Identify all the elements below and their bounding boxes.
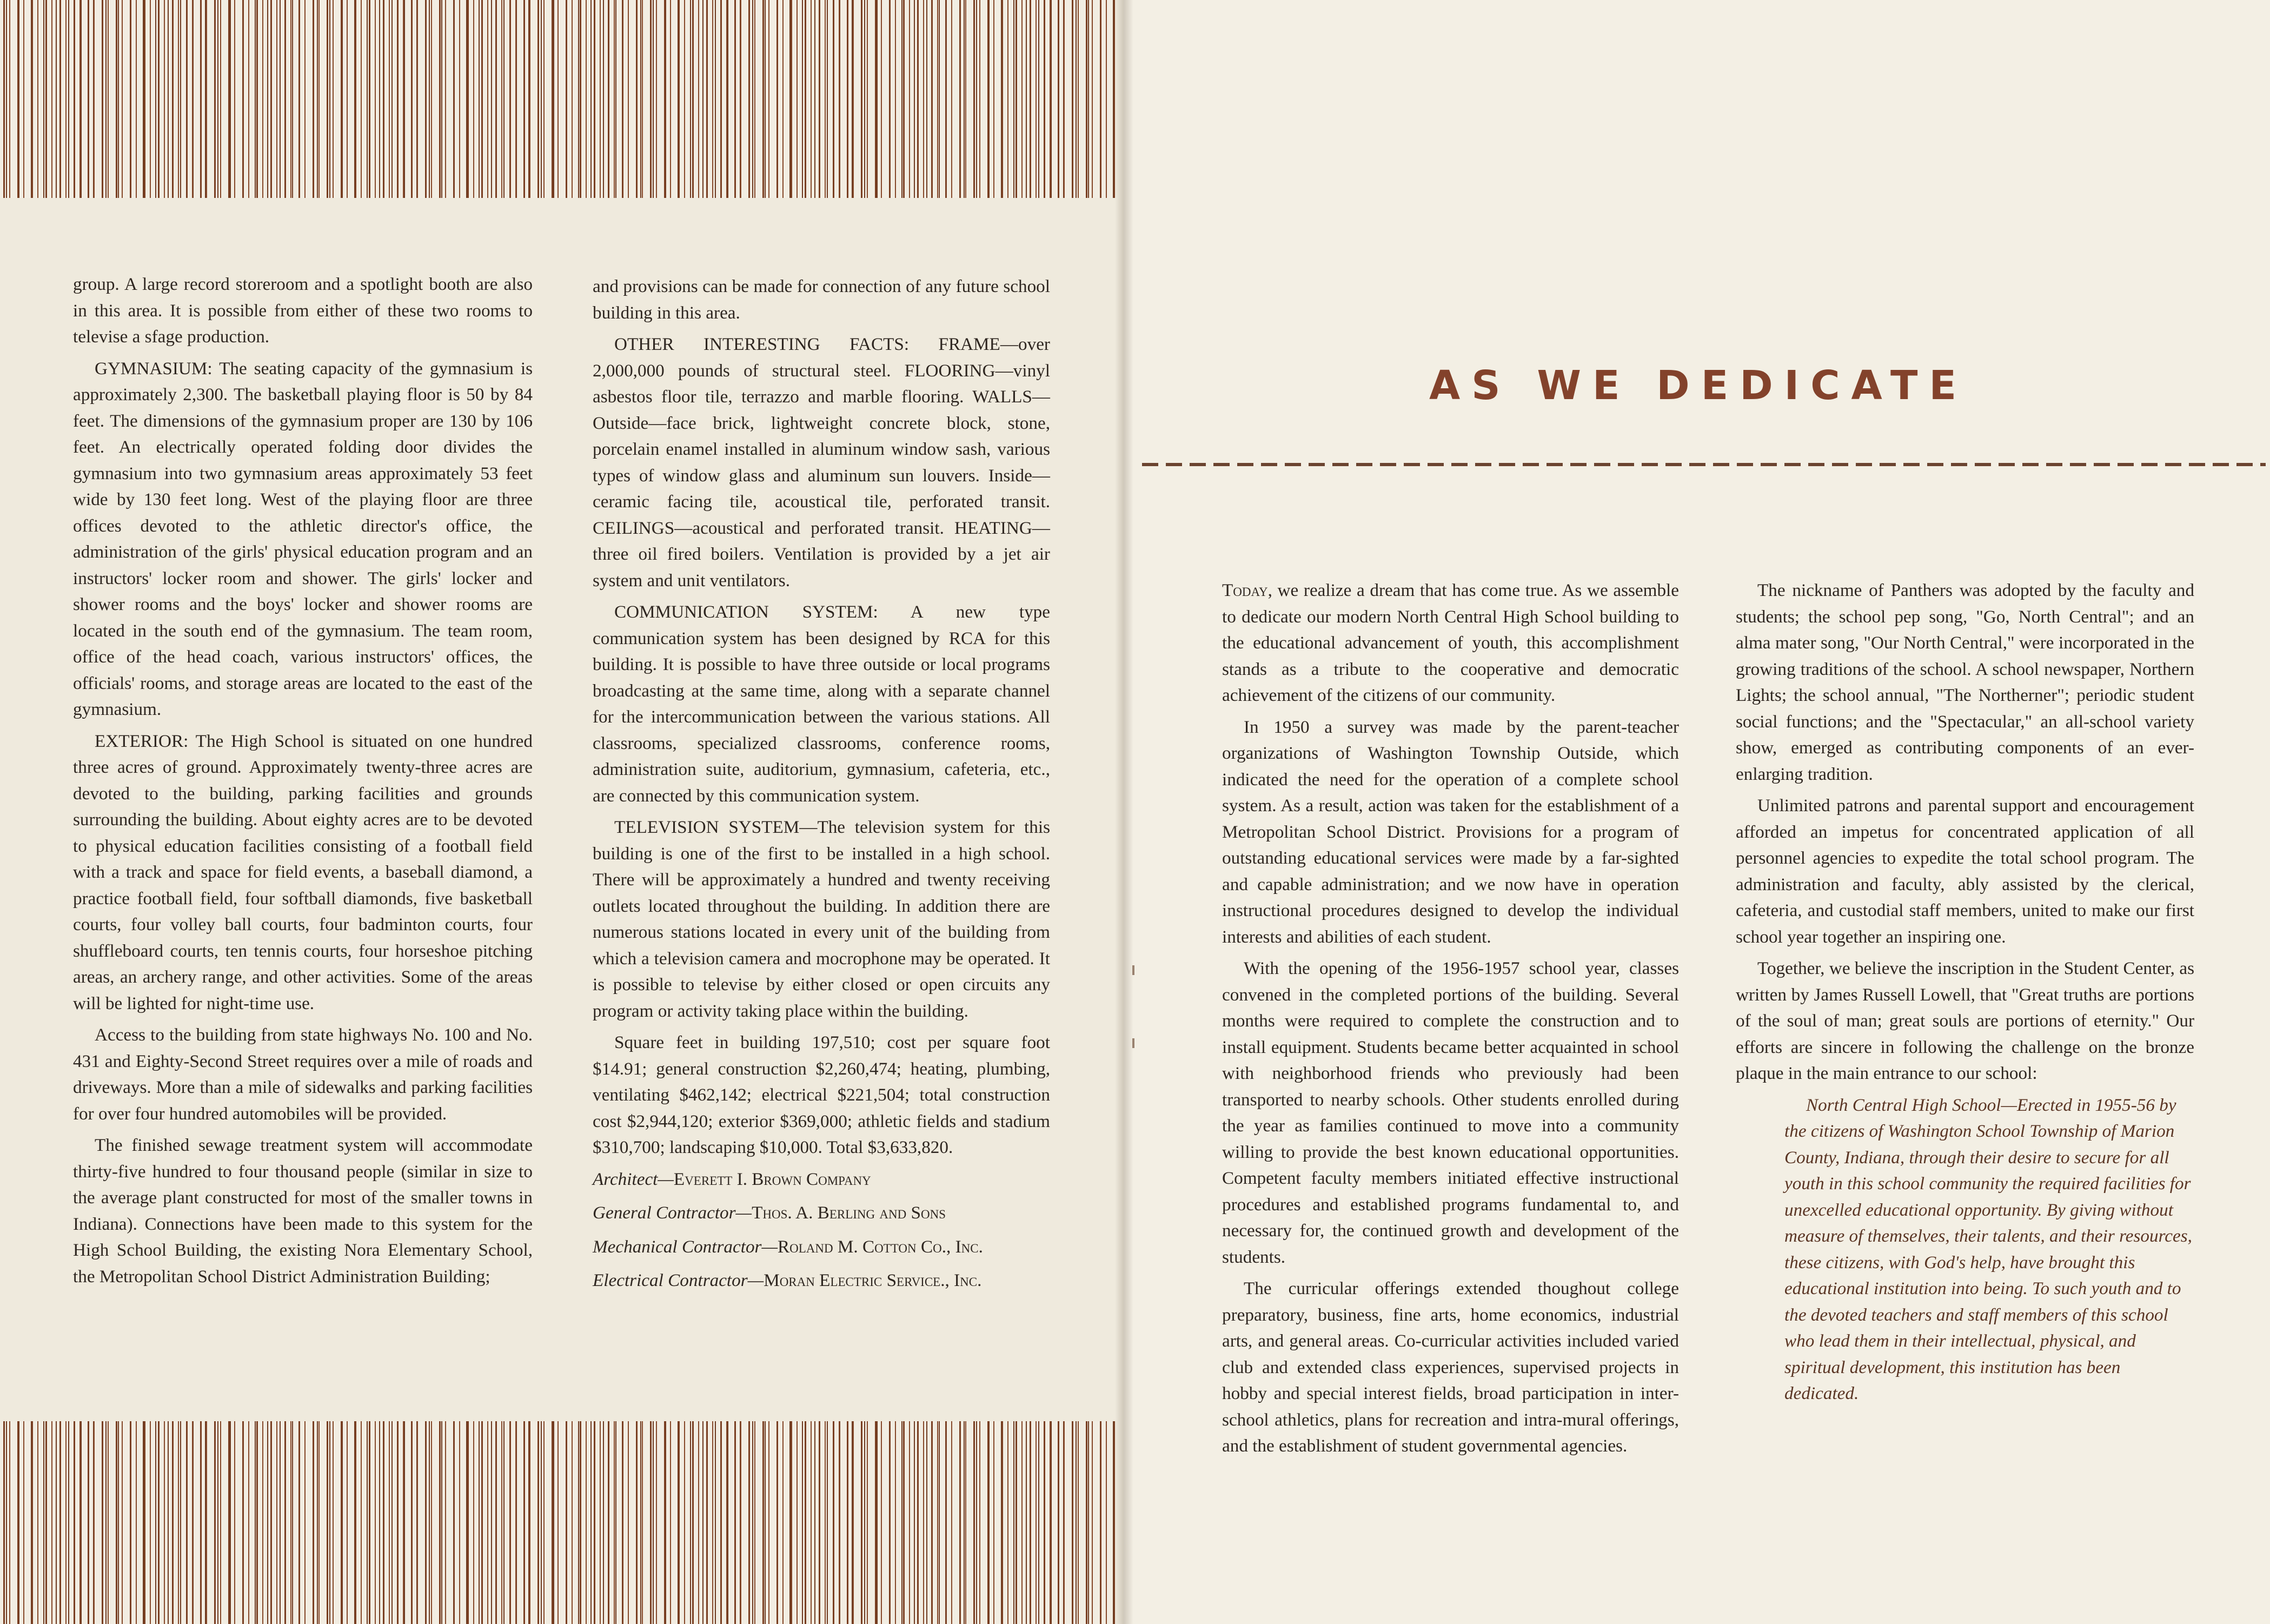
paragraph-gymnasium: GYMNASIUM: The seating capacity of the gymnasium is approximately 2,300. The basketball playing floor is 50 by 84 feet. The dimensions of the gymnasium proper are 130 by 106 feet. An electrically operated folding door divides the gymnasium into two gymnasium areas approximately 53 feet wide by 130 feet long. West of the playing floor are three offices devoted to the athletic director's office, the administration of the girls' physical education program and an instructors' locker room and shower. The girls' locker and shower rooms and the boys' locker and shower rooms are located in the south end of the gymnasium. The team room, office of the head coach, various instructors' offices, the officials' rooms, and storage areas are located to the east of the gymnasium. (73, 358, 533, 719)
paragraph-traditions: The nickname of Panthers was adopted by the faculty and students; the school pep song, "Go, North Central"; and an alma mater song, "Our North Central," were incorporated in the growing traditions of the school. A school newspaper, Northern Lights; the school annual, "The Northerner"; periodic student social functions; and the "Spectacular," an all-school variety show, emerged as contributing components of an ever-enlarging tradition. (1736, 580, 2194, 784)
paragraph-school-year-opening: With the opening of the 1956-1957 school year, classes convened in the completed portions of the building. Several months were required to complete the construction and to install equipment. Students became better acquainted in school with neighborhood friends who previously had been transported to nearby schools. Other students enrolled during the year as families continued to move into a community willing to provide the best known educational opportunities. Competent faculty members initiated effective instructional procedures and established programs fundamental to, and necessary for, the continued growth and development of the students. (1222, 958, 1679, 1267)
paragraph-provisions: and provisions can be made for connection of any future school building in this area. (593, 276, 1050, 323)
lead-word: Today, (1222, 580, 1272, 600)
paragraph-interesting-facts: OTHER INTERESTING FACTS: FRAME—over 2,000,000 pounds of structural steel. FLOORING—vinyl asbestos floor tile, terrazzo and marble flooring. WALLS—Outside—face brick, lightweight concrete block, stone, porcelain enamel installed in aluminum window sash, various types of window glass and aluminum sun louvers. Inside—ceramic facing tile, acoustical tile, perforated transit. CEILINGS—acoustical and perforated transit. HEATING—three oil fired boilers. Ventilation is provided by a jet air system and unit ventilators. (593, 334, 1050, 591)
paragraph-communication-system: COMMUNICATION SYSTEM: A new type communication system has been designed by RCA for this building. It is possible to have three outside or local programs broadcasting at the same time, along with a separate channel for the intercommunication between the various stations. All classrooms, specialized classrooms, conference rooms, administration suite, auditorium, gymnasium, cafeteria, etc., are connected by this communication system. (593, 602, 1050, 806)
paragraph-curricular-offerings: The curricular offerings extended thoughout college preparatory, business, fine arts, home economics, industrial arts, and general areas. Co-curricular activities included varied club and extended class experiences, supervised projects in hobby and special interest fields, broad participation in inter-school athletics, plans for recreation and intra-mural offerings, and the establishment of student governmental agencies. (1222, 1278, 1679, 1456)
bronze-plaque-inscription: North Central High School—Erected in 1955-56 by the citizens of Washington School Township of Marion County, Indiana, through their desire to secure for all youth in this school community the required facilities for unexcelled educational opportunity. By giving without measure of themselves, their talents, and their resources, these citizens, with God's help, have brought this educational institution into being. To such youth and to the devoted teachers and staff members of this school who lead them in their intellectual, physical, and spiritual development, this institution has been dedicated. (1784, 1095, 2192, 1403)
right-page-column-1 (1222, 578, 1679, 1465)
left-page-column-1 (73, 271, 533, 1295)
right-page-column-2 (1736, 578, 2194, 1413)
paragraph-today: Today, we realize a dream that has come true. As we assemble to dedicate our modern North Central High School building to the educational advancement of youth, this accomplishment stands as a tribute to the cooperative and democratic achievement of the citizens of our community. (1222, 580, 1679, 705)
page-title: AS WE DEDICATE (1429, 362, 1968, 409)
paragraph-sewage: The finished sewage treatment system will accommodate thirty-five hundred to four thousand people (similar in size to the average plant constructed for most of the smaller towns in Indiana). Connections have been made to this system for the High School Building, the existing Nora Elementary School, the Metropolitan School District Administration Building; (73, 1135, 533, 1287)
contractor-electrical: Electrical Contractor—Moran Electric Service., Inc. (593, 1270, 982, 1290)
paragraph-exterior: EXTERIOR: The High School is situated on one hundred three acres of ground. Approximately twenty-three acres are devoted to the building, parking facilities and grounds surrounding the building. About eighty acres are to be devoted to physical education facilities consisting of a football field with a track and space for field events, a baseball diamond, a practice football field, four softball diamonds, five basketball courts, four volley ball courts, four badminton courts, four shuffleboard courts, ten tennis courts, four horseshoe pitching areas, an archery range, and other activities. Some of the areas will be lighted for night-time use. (73, 731, 533, 1013)
page-edge-mark (1132, 1038, 1134, 1048)
paragraph-inscription-intro: Together, we believe the inscription in the Student Center, as written by James Russell Lowell, that "Great truths are portions of the soul of man; great souls are portions of eternity." Our efforts are sincere in following the challenge on the bronze plaque in the main entrance to our school: (1736, 958, 2194, 1083)
book-gutter (1115, 0, 1133, 1624)
paragraph-access: Access to the building from state highways No. 100 and No. 431 and Eighty-Second Street requires over a mile of roads and driveways. More than a mile of sidewalks and parking facilities for over four hundred automobiles will be provided. (73, 1025, 533, 1124)
paragraph-stage-production: group. A large record storeroom and a spotlight booth are also in this area. It is possible from either of these two rooms to televise a sfage production. (73, 274, 533, 347)
paragraph-support: Unlimited patrons and parental support and encouragement afforded an impetus for concentrated application of all personnel agencies to expedite the total school program. The administration and faculty, ably assisted by the clerical, cafeteria, and custodial staff members, united to make our first school year together an inspiring one. (1736, 796, 2194, 947)
dashed-divider (1142, 463, 2266, 466)
decorative-stripe-band-bottom (0, 1421, 1115, 1624)
paragraph-survey-1950: In 1950 a survey was made by the parent-teacher organizations of Washington Township Outside, which indicated the need for the operation of a complete school system. As a result, action was taken for the establishment of a Metropolitan School District. Provisions for a program of outstanding educational services were made by a far-sighted and capable administration; and we now have in operation instructional procedures designed to develop the individual interests and abilities of each student. (1222, 717, 1679, 947)
decorative-stripe-band-top (0, 0, 1115, 198)
page-edge-mark (1132, 965, 1134, 975)
paragraph-television-system: TELEVISION SYSTEM—The television system for this building is one of the first to be installed in a high school. There will be approximately a hundred and twenty receiving outlets located throughout the building. In addition there are numerous stations located in every unit of the building from which a television camera and mocrophone may be operated. It is possible to televise by either closed or open circuits any program or activity taking place within the building. (593, 817, 1050, 1021)
left-page-column-2 (593, 274, 1050, 1302)
paragraph-costs: Square feet in building 197,510; cost per square foot $14.91; general construction $2,260,474; heating, plumbing, ventilating $462,142; electrical $221,504; total construction cost $2,944,120; exterior $369,000; athletic fields and stadium $310,700; landscaping $10,000. Total $3,633,820. (593, 1032, 1050, 1157)
contractor-mechanical: Mechanical Contractor—Roland M. Cotton Co., Inc. (593, 1236, 983, 1257)
left-page (0, 0, 1124, 1624)
contractor-architect: Architect—Everett I. Brown Company (593, 1169, 871, 1189)
contractor-general: General Contractor—Thos. A. Berling and Sons (593, 1203, 946, 1223)
